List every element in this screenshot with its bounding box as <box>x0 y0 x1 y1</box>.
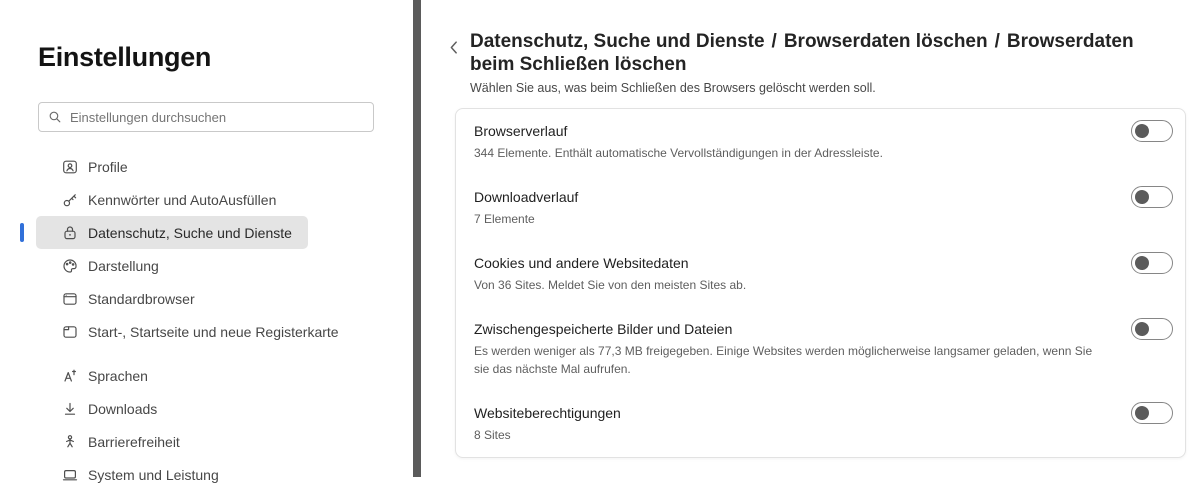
setting-title: Cookies und andere Websitedaten <box>474 255 689 271</box>
sidebar-item-label: Darstellung <box>88 257 159 274</box>
lock-icon <box>62 225 78 241</box>
settings-card <box>455 108 1186 458</box>
setting-title: Websiteberechtigungen <box>474 405 621 421</box>
settings-row-site-permissions <box>456 391 1185 457</box>
toggle-knob <box>1135 190 1149 204</box>
setting-description: Es werden weniger als 77,3 MB freigegeben. Einige Websites werden möglicherweise langsamer geladen, wenn Sie sie das nächste Mal aufrufen. <box>474 344 1093 376</box>
key-icon <box>62 192 78 208</box>
toggle-cached-images[interactable] <box>1131 318 1173 340</box>
sidebar-item-label: Standardbrowser <box>88 290 195 307</box>
toggle-knob <box>1135 322 1149 336</box>
search-settings-box[interactable] <box>38 102 374 132</box>
sidebar-item-privacy[interactable] <box>36 216 308 249</box>
page-title: Einstellungen <box>38 42 212 72</box>
breadcrumb-segment: Datenschutz, Suche und Dienste <box>470 31 765 52</box>
profile-icon <box>62 159 78 175</box>
breadcrumb-segment: Browserdaten beim Schließen löschen <box>470 31 1134 75</box>
sidebar-item-default-browser[interactable] <box>36 282 308 315</box>
search-input[interactable] <box>70 110 364 125</box>
settings-row-download-history <box>456 175 1185 241</box>
breadcrumb-separator: / <box>771 31 777 52</box>
sidebar-item-label: System und Leistung <box>88 466 219 483</box>
settings-row-cached-images <box>456 307 1185 391</box>
sidebar-item-label: Downloads <box>88 400 158 417</box>
toggle-knob <box>1135 406 1149 420</box>
search-icon <box>48 110 62 124</box>
sidebar-item-appearance[interactable] <box>36 249 308 282</box>
sidebar-nav <box>0 150 413 491</box>
accessibility-icon <box>62 434 78 450</box>
breadcrumb-segment: Browserdaten löschen <box>783 31 988 52</box>
toggle-cookies[interactable] <box>1131 252 1173 274</box>
download-icon <box>62 401 78 417</box>
selected-indicator <box>20 223 24 242</box>
settings-row-cookies <box>456 241 1185 307</box>
toggle-download-history[interactable] <box>1131 186 1173 208</box>
toggle-knob <box>1135 124 1149 138</box>
system-icon <box>62 467 78 483</box>
breadcrumb-separator: / <box>994 31 1000 52</box>
settings-row-browsing-history <box>456 109 1185 175</box>
tab-icon <box>62 324 78 340</box>
setting-title: Zwischengespeicherte Bilder und Dateien <box>474 321 733 337</box>
back-button[interactable] <box>445 40 461 56</box>
chevron-left-icon <box>448 40 459 55</box>
toggle-browsing-history[interactable] <box>1131 120 1173 142</box>
sidebar-item-label: Datenschutz, Suche und Dienste <box>88 224 292 241</box>
sidebar-item-start-home-tabs[interactable] <box>36 315 339 348</box>
page-subtitle: Wählen Sie aus, was beim Schließen des Browsers gelöscht werden soll. <box>470 81 876 95</box>
setting-title: Browserverlauf <box>474 123 568 139</box>
pane-scrollbar[interactable] <box>413 0 421 477</box>
sidebar-item-passwords[interactable] <box>36 183 308 216</box>
toggle-knob <box>1135 256 1149 270</box>
settings-sidebar <box>0 0 413 483</box>
sidebar-item-profile[interactable] <box>36 150 308 183</box>
setting-description: 344 Elemente. Enthält automatische Vervollständigungen in der Adressleiste. <box>474 146 883 160</box>
sidebar-item-downloads[interactable] <box>36 392 308 425</box>
palette-icon <box>62 258 78 274</box>
sidebar-item-label: Profile <box>88 158 128 175</box>
toggle-site-permissions[interactable] <box>1131 402 1173 424</box>
sidebar-item-label: Sprachen <box>88 367 148 384</box>
setting-description: Von 36 Sites. Meldet Sie von den meisten Sites ab. <box>474 278 747 292</box>
sidebar-item-languages[interactable] <box>36 359 308 392</box>
setting-title: Downloadverlauf <box>474 189 579 205</box>
settings-content <box>421 0 1200 477</box>
sidebar-item-label: Barrierefreiheit <box>88 433 180 450</box>
setting-description: 8 Sites <box>474 428 511 442</box>
sidebar-item-system[interactable] <box>36 458 308 491</box>
sidebar-item-accessibility[interactable] <box>36 425 308 458</box>
breadcrumb <box>470 30 1175 76</box>
sidebar-item-label: Kennwörter und AutoAusfüllen <box>88 191 277 208</box>
browser-icon <box>62 291 78 307</box>
languages-icon <box>62 368 78 384</box>
setting-description: 7 Elemente <box>474 212 535 226</box>
sidebar-item-label: Start-, Startseite und neue Registerkarte <box>88 323 339 340</box>
